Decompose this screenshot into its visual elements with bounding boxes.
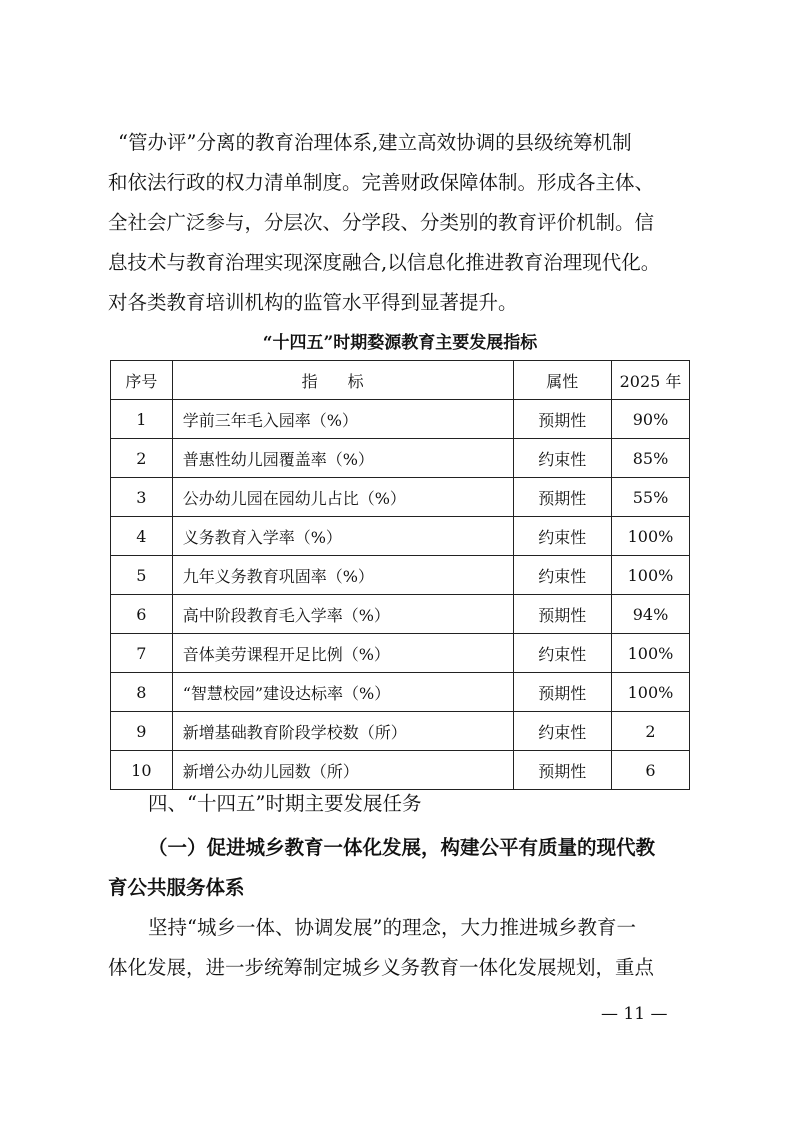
row-attribute: 预期性 <box>513 595 611 634</box>
row-indicator: 普惠性幼儿园覆盖率（%） <box>172 439 513 478</box>
row-attribute: 约束性 <box>513 517 611 556</box>
text-line: 坚持“城乡一体、协调发展”的理念，大力推进城乡教育一 <box>148 916 636 939</box>
row-index: 5 <box>111 556 173 595</box>
row-indicator: 公办幼儿园在园幼儿占比（%） <box>172 478 513 517</box>
indicator-table <box>110 360 690 790</box>
table-row <box>111 595 690 634</box>
row-target: 85% <box>611 439 689 478</box>
section-heading: 四、“十四五”时期主要发展任务 <box>148 792 422 815</box>
table-row <box>111 400 690 439</box>
row-target: 100% <box>611 673 689 712</box>
text-line: 体化发展，进一步统筹制定城乡义务教育一体化发展规划，重点 <box>108 956 655 979</box>
table-row <box>111 478 690 517</box>
row-indicator: 义务教育入学率（%） <box>172 517 513 556</box>
row-attribute: 约束性 <box>513 439 611 478</box>
table-row <box>111 673 690 712</box>
row-index: 3 <box>111 478 173 517</box>
table-header-row <box>111 361 690 400</box>
row-index: 4 <box>111 517 173 556</box>
row-target: 94% <box>611 595 689 634</box>
row-attribute: 预期性 <box>513 673 611 712</box>
text-line: “管办评”分离的教育治理体系,建立高效协调的县级统筹机制 <box>118 131 632 154</box>
text-line: 对各类教育培训机构的监管水平得到显著提升。 <box>108 291 518 314</box>
row-indicator: 新增基础教育阶段学校数（所） <box>172 712 513 751</box>
row-index: 8 <box>111 673 173 712</box>
heading-line: （一）促进城乡教育一体化发展，构建公平有质量的现代教 <box>148 836 656 859</box>
row-target: 2 <box>611 712 689 751</box>
body-paragraph <box>108 908 698 988</box>
row-indicator: 音体美劳课程开足比例（%） <box>172 634 513 673</box>
intro-paragraph <box>108 123 698 323</box>
header-attribute: 属性 <box>513 361 611 400</box>
row-index: 9 <box>111 712 173 751</box>
heading-line: 育公共服务体系 <box>108 876 245 899</box>
text-line: 和依法行政的权力清单制度。完善财政保障体制。形成各主体、 <box>108 171 655 194</box>
header-indicator: 指标 <box>172 361 513 400</box>
table-row <box>111 751 690 790</box>
header-target: 2025 年 <box>611 361 689 400</box>
table-row <box>111 556 690 595</box>
table-row <box>111 634 690 673</box>
table-row <box>111 439 690 478</box>
row-attribute: 约束性 <box>513 712 611 751</box>
row-indicator: “智慧校园”建设达标率（%） <box>172 673 513 712</box>
row-indicator: 高中阶段教育毛入学率（%） <box>172 595 513 634</box>
row-attribute: 约束性 <box>513 634 611 673</box>
table-row <box>111 712 690 751</box>
row-attribute: 约束性 <box>513 556 611 595</box>
row-index: 6 <box>111 595 173 634</box>
row-target: 100% <box>611 634 689 673</box>
row-target: 55% <box>611 478 689 517</box>
row-attribute: 预期性 <box>513 751 611 790</box>
row-indicator: 学前三年毛入园率（%） <box>172 400 513 439</box>
subsection-heading <box>108 828 708 908</box>
header-index: 序号 <box>111 361 173 400</box>
row-index: 7 <box>111 634 173 673</box>
row-target: 100% <box>611 517 689 556</box>
row-index: 2 <box>111 439 173 478</box>
text-line: 息技术与教育治理实现深度融合,以信息化推进教育治理现代化。 <box>108 251 661 274</box>
row-index: 1 <box>111 400 173 439</box>
row-index: 10 <box>111 751 173 790</box>
row-indicator: 新增公办幼儿园数（所） <box>172 751 513 790</box>
page-number: — 11 — <box>601 1004 668 1024</box>
row-attribute: 预期性 <box>513 478 611 517</box>
row-target: 6 <box>611 751 689 790</box>
table-title: “十四五”时期婺源教育主要发展指标 <box>262 333 538 353</box>
row-attribute: 预期性 <box>513 400 611 439</box>
row-target: 100% <box>611 556 689 595</box>
row-indicator: 九年义务教育巩固率（%） <box>172 556 513 595</box>
text-line: 全社会广泛参与，分层次、分学段、分类别的教育评价机制。信 <box>108 211 655 234</box>
row-target: 90% <box>611 400 689 439</box>
table-row <box>111 517 690 556</box>
